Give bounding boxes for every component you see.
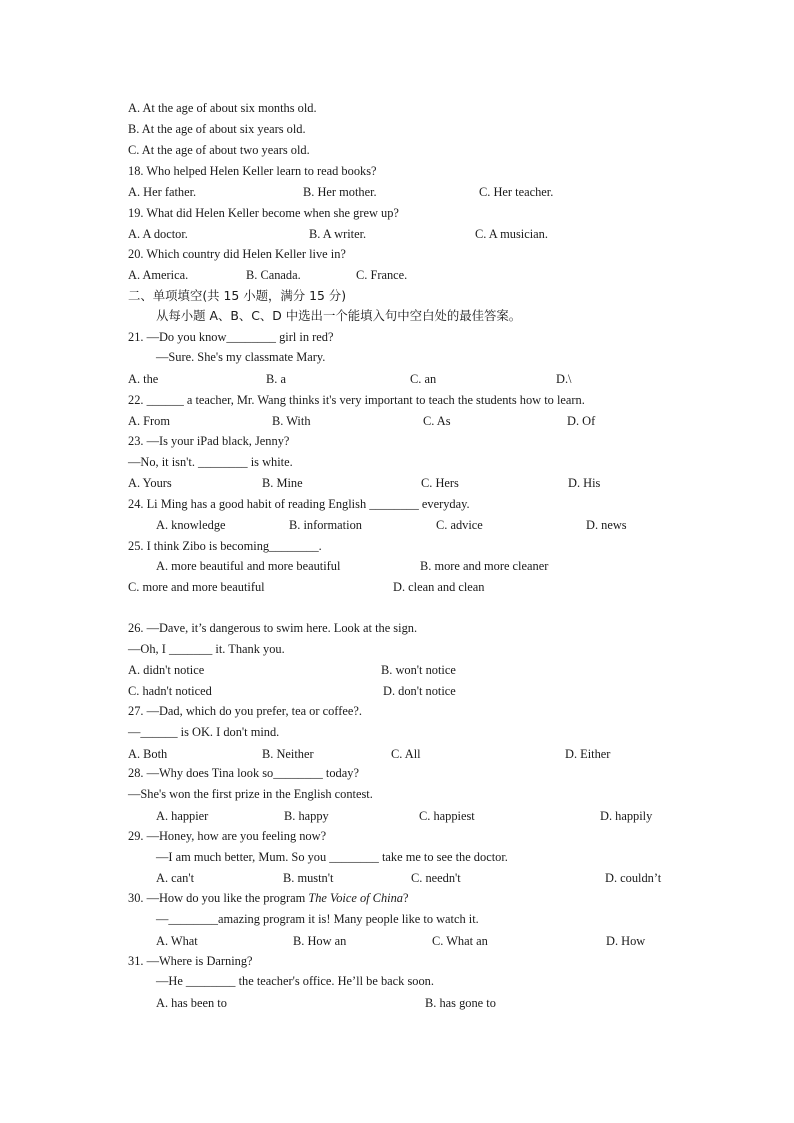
answer-option: C. advice <box>436 518 483 532</box>
answer-option: C. What an <box>432 934 488 948</box>
answer-option: A. more beautiful and more beautiful <box>156 559 341 573</box>
answer-option: D.\ <box>556 372 572 386</box>
answer-option: A. didn't notice <box>128 663 205 677</box>
answer-option: B. information <box>289 518 362 532</box>
answer-option: B. has gone to <box>425 996 496 1010</box>
question-text: 21. —Do you know________ girl in red? <box>128 330 334 344</box>
answer-option: A. can't <box>156 871 195 885</box>
answer-option: D. His <box>568 476 601 490</box>
question-text: C. At the age of about two years old. <box>128 143 310 157</box>
question-text: 24. Li Ming has a good habit of reading English ________ everyday. <box>128 497 470 511</box>
answer-option: C. A musician. <box>475 227 548 241</box>
answer-option: C. an <box>410 372 437 386</box>
question-text: 26. —Dave, it’s dangerous to swim here. Look at the sign. <box>128 621 418 635</box>
question-text: —Oh, I _______ it. Thank you. <box>128 642 285 656</box>
answer-option: B. With <box>272 414 311 428</box>
answer-option: D. news <box>586 518 627 532</box>
answer-option: D. happily <box>600 809 653 823</box>
question-text: 18. Who helped Helen Keller learn to read books? <box>128 164 377 178</box>
answer-option: C. hadn't noticed <box>128 684 212 698</box>
question-text: 29. —Honey, how are you feeling now? <box>128 829 327 843</box>
answer-option: C. more and more beautiful <box>128 580 265 594</box>
question-text: —No, it isn't. ________ is white. <box>128 455 293 469</box>
question-text: 23. —Is your iPad black, Jenny? <box>128 434 290 448</box>
question-text: 28. —Why does Tina look so________ today? <box>128 766 359 780</box>
answer-option: A. the <box>128 372 159 386</box>
answer-option: A. A doctor. <box>128 227 188 241</box>
answer-option: A. America. <box>128 268 189 282</box>
answer-option: A. has been to <box>156 996 227 1010</box>
question-text: 19. What did Helen Keller become when she grew up? <box>128 206 399 220</box>
answer-option: D. Either <box>565 747 611 761</box>
answer-option: B. Neither <box>262 747 314 761</box>
question-text: 20. Which country did Helen Keller live in? <box>128 247 346 261</box>
answer-option: C. Her teacher. <box>479 185 554 199</box>
answer-option: B. Canada. <box>246 268 301 282</box>
answer-option: C. needn't <box>411 871 461 885</box>
question-text: 27. —Dad, which do you prefer, tea or coffee?. <box>128 704 362 718</box>
answer-option: C. France. <box>356 268 408 282</box>
question-text: —I am much better, Mum. So you ________ take me to see the doctor. <box>156 850 508 864</box>
answer-option: C. happiest <box>419 809 475 823</box>
answer-option: C. As <box>423 414 451 428</box>
program-title: The Voice of China <box>308 891 403 905</box>
answer-option: C. Hers <box>421 476 459 490</box>
question-text: 从每小题 A、B、C、D 中选出一个能填入句中空白处的最佳答案。 <box>156 308 522 323</box>
answer-option: D. Of <box>567 414 596 428</box>
answer-option: D. How <box>606 934 646 948</box>
answer-option: A. knowledge <box>156 518 226 532</box>
answer-option: A. Her father. <box>128 185 197 199</box>
question-text: B. At the age of about six years old. <box>128 122 306 136</box>
question-text: 30. —How do you like the program <box>128 891 309 905</box>
answer-option: C. All <box>391 747 421 761</box>
question-text: —He ________ the teacher's office. He’ll be back soon. <box>156 974 434 988</box>
answer-option: B. happy <box>284 809 329 823</box>
answer-option: B. Her mother. <box>303 185 377 199</box>
question-text: —She's won the first prize in the English contest. <box>128 787 373 801</box>
answer-option: D. clean and clean <box>393 580 485 594</box>
question-text: —Sure. She's my classmate Mary. <box>156 350 326 364</box>
answer-option: D. don't notice <box>383 684 456 698</box>
answer-option: B. mustn't <box>283 871 334 885</box>
question-text: —________amazing program it is! Many people like to watch it. <box>156 912 479 926</box>
answer-option: A. From <box>128 414 170 428</box>
answer-option: B. How an <box>293 934 347 948</box>
answer-option: B. A writer. <box>309 227 367 241</box>
answer-option: B. a <box>266 372 286 386</box>
question-text: ? <box>402 891 409 905</box>
answer-option: D. couldn’t <box>605 871 662 885</box>
question-text: A. At the age of about six months old. <box>128 101 317 115</box>
answer-option: A. What <box>156 934 198 948</box>
answer-option: A. happier <box>156 809 209 823</box>
answer-option: A. Both <box>128 747 168 761</box>
answer-option: B. more and more cleaner <box>420 559 549 573</box>
question-text: 31. —Where is Darning? <box>128 954 253 968</box>
answer-option: B. Mine <box>262 476 303 490</box>
answer-option: A. Yours <box>128 476 172 490</box>
answer-option: B. won't notice <box>381 663 456 677</box>
question-text: 25. I think Zibo is becoming________. <box>128 539 322 553</box>
question-text: —______ is OK. I don't mind. <box>128 725 280 739</box>
question-text: 22. ______ a teacher, Mr. Wang thinks it's very important to teach the students how to learn. <box>128 393 585 407</box>
question-text: 二、单项填空(共 15 小题，满分 15 分) <box>128 288 347 303</box>
